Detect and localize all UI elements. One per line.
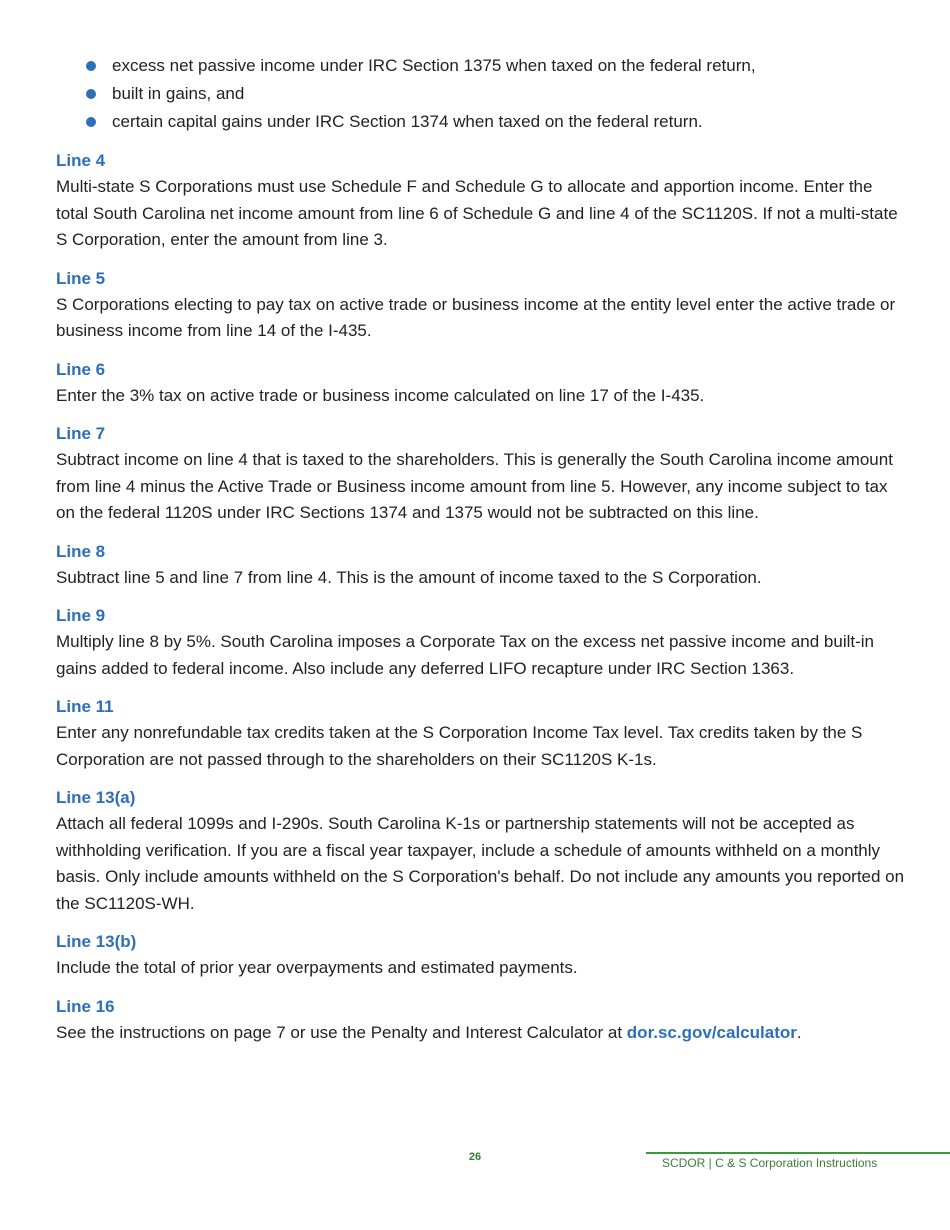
section-heading: Line 9 <box>56 606 106 625</box>
section-line-4 <box>56 148 906 254</box>
bullet-list <box>56 52 906 136</box>
section-line-6 <box>56 357 906 410</box>
footer-rule <box>646 1152 950 1154</box>
section-heading: Line 8 <box>56 541 106 561</box>
section-heading: Line 16 <box>56 996 115 1016</box>
section-heading: Line 7 <box>56 424 106 443</box>
section-text: Include the total of prior year overpayments and estimated payments. <box>56 958 578 977</box>
line16-period: . <box>796 1022 802 1042</box>
section-heading: Line 6 <box>56 359 106 379</box>
section-line-5 <box>56 266 906 345</box>
section-heading: Line 13(b) <box>56 932 137 951</box>
list-item <box>56 80 906 108</box>
bullet-text: excess net passive income under IRC Section 1375 when taxed on the federal return, <box>112 56 756 75</box>
bullet-icon <box>86 89 96 99</box>
section-line-16 <box>56 994 906 1047</box>
list-item <box>56 52 906 80</box>
line16-text: See the instructions on page 7 or use the Penalty and Interest Calculator at <box>56 1022 627 1042</box>
section-text: S Corporations electing to pay tax on active trade or business income at the entity level enter the active trade or business income from line 14 of the I-435. <box>56 294 896 340</box>
section-line-11 <box>56 694 906 773</box>
section-line-7 <box>56 421 906 527</box>
section-text: Multiply line 8 by 5%. South Carolina imposes a Corporate Tax on the excess net passive income and built-in gains added to federal income. Also include any deferred LIFO recapture under IRC Section 1363. <box>56 632 875 678</box>
section-line-13a <box>56 785 906 917</box>
section-text: Enter the 3% tax on active trade or business income calculated on line 17 of the I-435. <box>56 385 705 405</box>
section-line-8 <box>56 539 906 592</box>
section-text: Multi-state S Corporations must use Schedule F and Schedule G to allocate and apportion income. Enter the total South Carolina net income amount from line 6 of Schedule G and line 4 of the SC1120S. If not a multi-state S Corporation, enter the amount from line 3. <box>56 177 898 249</box>
bullet-text: built in gains, and <box>112 84 245 103</box>
section-text <box>56 1020 906 1047</box>
calculator-link[interactable]: dor.sc.gov/calculator <box>626 1022 797 1042</box>
section-heading: Line 11 <box>56 697 114 716</box>
list-item <box>56 108 906 136</box>
section-line-13b <box>56 929 906 982</box>
bullet-text: certain capital gains under IRC Section 1374 when taxed on the federal return. <box>112 112 703 131</box>
section-heading: Line 13(a) <box>56 788 136 807</box>
footer-title: SCDOR | C & S Corporation Instructions <box>662 1156 878 1170</box>
section-heading: Line 4 <box>56 151 106 170</box>
section-text: Subtract line 5 and line 7 from line 4. This is the amount of income taxed to the S Corporation. <box>56 567 762 587</box>
section-text: Enter any nonrefundable tax credits taken at the S Corporation Income Tax level. Tax credits taken by the S Corporation are not passed through to the shareholders on their SC1120S K-1s. <box>56 723 863 769</box>
section-heading: Line 5 <box>56 268 106 288</box>
section-line-9 <box>56 603 906 682</box>
bullet-icon <box>86 61 96 71</box>
page-number: 26 <box>468 1151 482 1163</box>
section-text: Attach all federal 1099s and I-290s. South Carolina K-1s or partnership statements will not be accepted as withholding verification. If you are a fiscal year taxpayer, include a schedule of amounts withheld on a monthly basis. Only include amounts withheld on the S Corporation's behalf. Do not include any amounts you reported on the SC1120S-WH. <box>56 814 905 913</box>
document-body <box>56 52 906 1046</box>
bullet-icon <box>86 117 96 127</box>
section-text: Subtract income on line 4 that is taxed to the shareholders. This is generally the South Carolina income amount from line 4 minus the Active Trade or Business income amount from line 5. However, any income subject to tax on the federal 1120S under IRC Sections 1374 and 1375 would not be subtracted on this line. <box>56 450 893 522</box>
